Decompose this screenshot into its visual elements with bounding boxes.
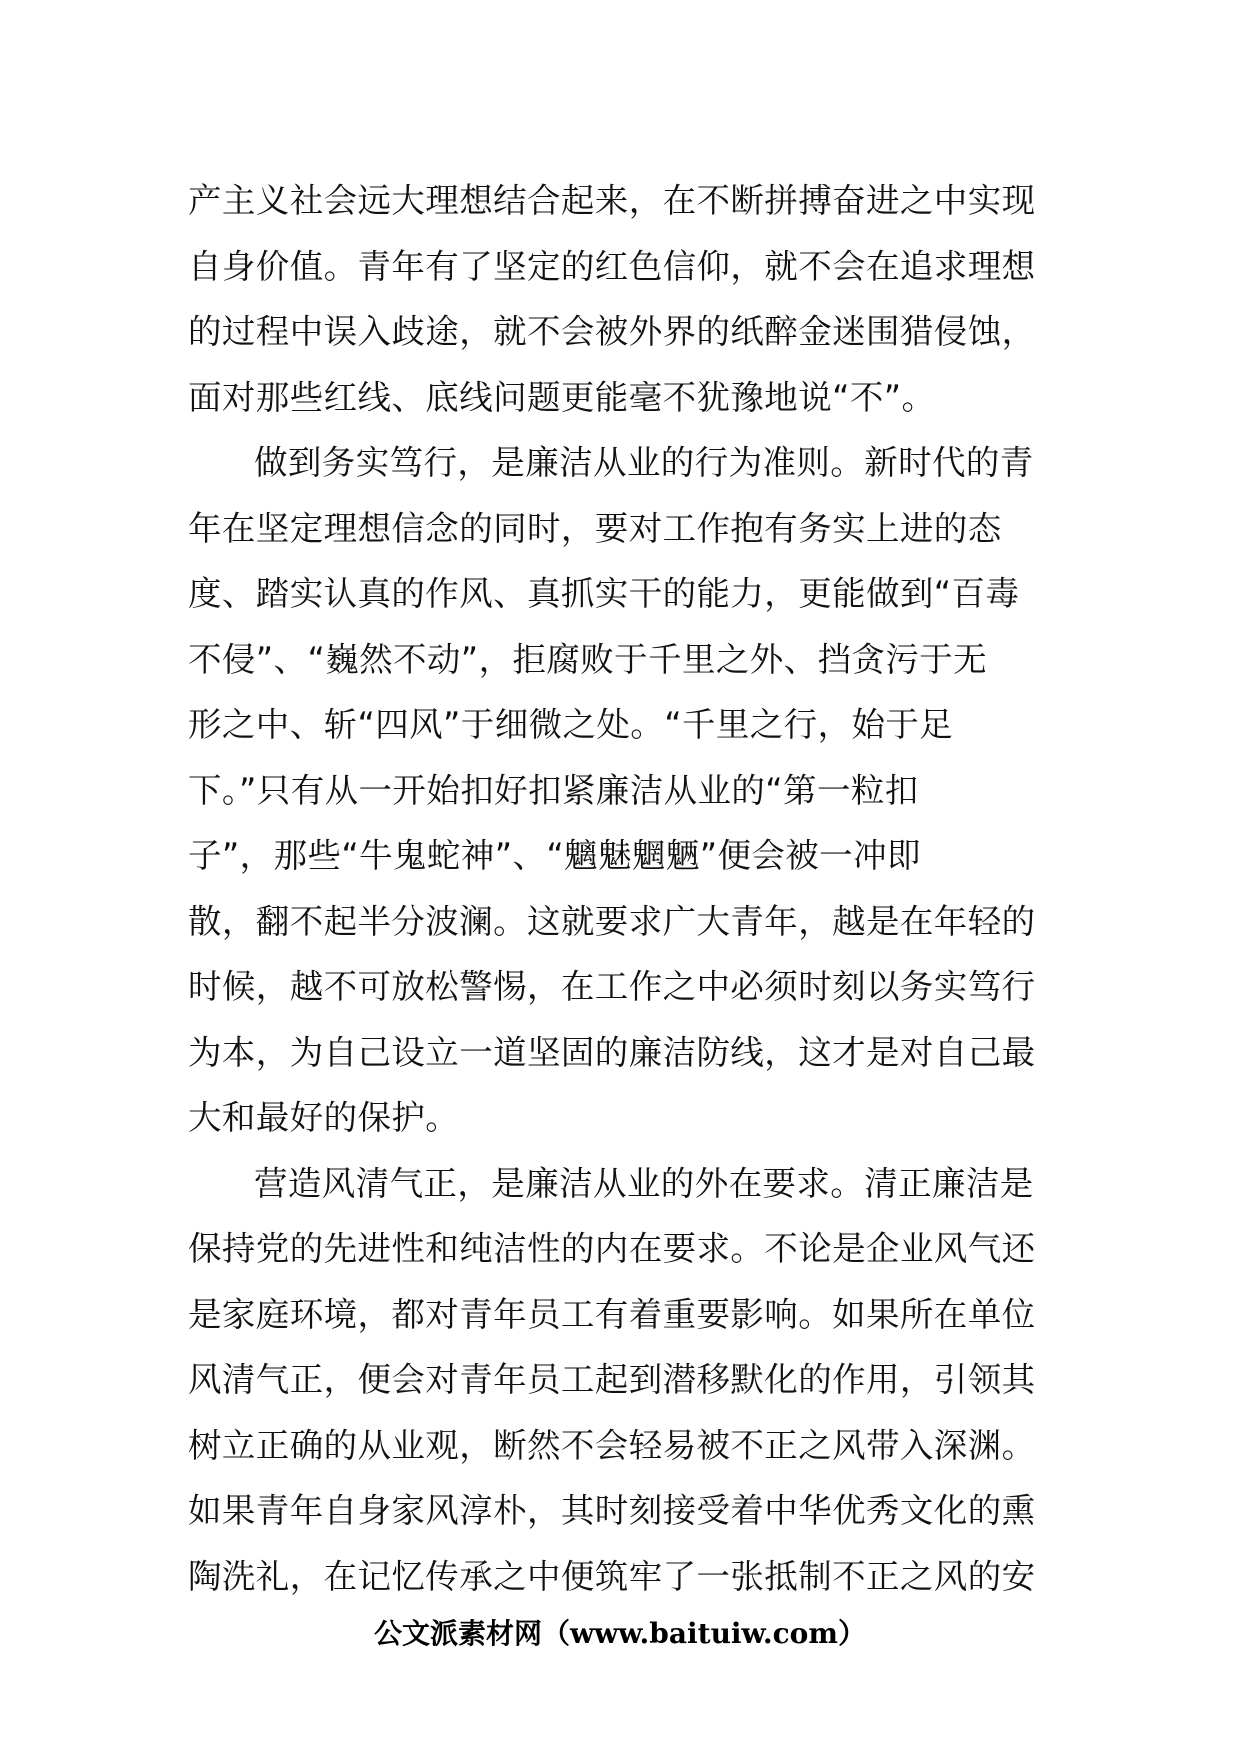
text-line: 面对那些红线、底线问题更能毫不犹豫地说“不”。 <box>188 377 936 417</box>
text-line: 营造风清气正，是廉洁从业的外在要求。清正廉洁是 <box>254 1163 1034 1203</box>
footer-watermark: 公文派素材网（www.baituiw.com） <box>374 1617 866 1650</box>
text-line: 风清气正，便会对青年员工起到潜移默化的作用，引领其 <box>188 1360 1036 1399</box>
text-line: 度、踏实认真的作风、真抓实干的能力，更能做到“百毒 <box>188 574 1020 613</box>
text-line: 如果青年自身家风淳朴，其时刻接受着中华优秀文化的熏 <box>188 1491 1036 1530</box>
text-line: 大和最好的保护。 <box>188 1098 460 1137</box>
text-line: 为本，为自己设立一道坚固的廉洁防线，这才是对自己最 <box>188 1032 1036 1072</box>
text-line: 自身价值。青年有了坚定的红色信仰，就不会在追求理想 <box>188 246 1036 286</box>
text-line: 陶洗礼，在记忆传承之中便筑牢了一张抵制不正之风的安 <box>188 1556 1036 1596</box>
text-line: 子”，那些“牛鬼蛇神”、“魑魅魍魉”便会被一冲即 <box>188 836 921 875</box>
text-line: 时候，越不可放松警惕，在工作之中必须时刻以务实笃行 <box>188 967 1036 1006</box>
text-line: 散，翻不起半分波澜。这就要求广大青年，越是在年轻的 <box>188 901 1036 941</box>
document-body <box>188 168 1066 1609</box>
text-line: 产主义社会远大理想结合起来，在不断拼搏奋进之中实现 <box>188 181 1036 220</box>
text-line: 做到务实笃行，是廉洁从业的行为准则。新时代的青 <box>254 443 1034 482</box>
text-line: 下。”只有从一开始扣好扣紧廉洁从业的“第一粒扣 <box>188 770 919 810</box>
text-line: 保持党的先进性和纯洁性的内在要求。不论是企业风气还 <box>188 1229 1036 1268</box>
text-line: 形之中、斩“四风”于细微之处。“千里之行，始于足 <box>188 705 954 744</box>
text-line: 不侵”、“巍然不动”，拒腐败于千里之外、挡贪污于无 <box>188 639 988 679</box>
text-line: 的过程中误入歧途，就不会被外界的纸醉金迷围猎侵蚀， <box>188 312 1036 351</box>
text-line: 年在坚定理想信念的同时，要对工作抱有务实上进的态 <box>188 508 1002 548</box>
text-line: 是家庭环境，都对青年员工有着重要影响。如果所在单位 <box>188 1294 1036 1334</box>
text-line: 树立正确的从业观，断然不会轻易被不正之风带入深渊。 <box>188 1425 1036 1465</box>
